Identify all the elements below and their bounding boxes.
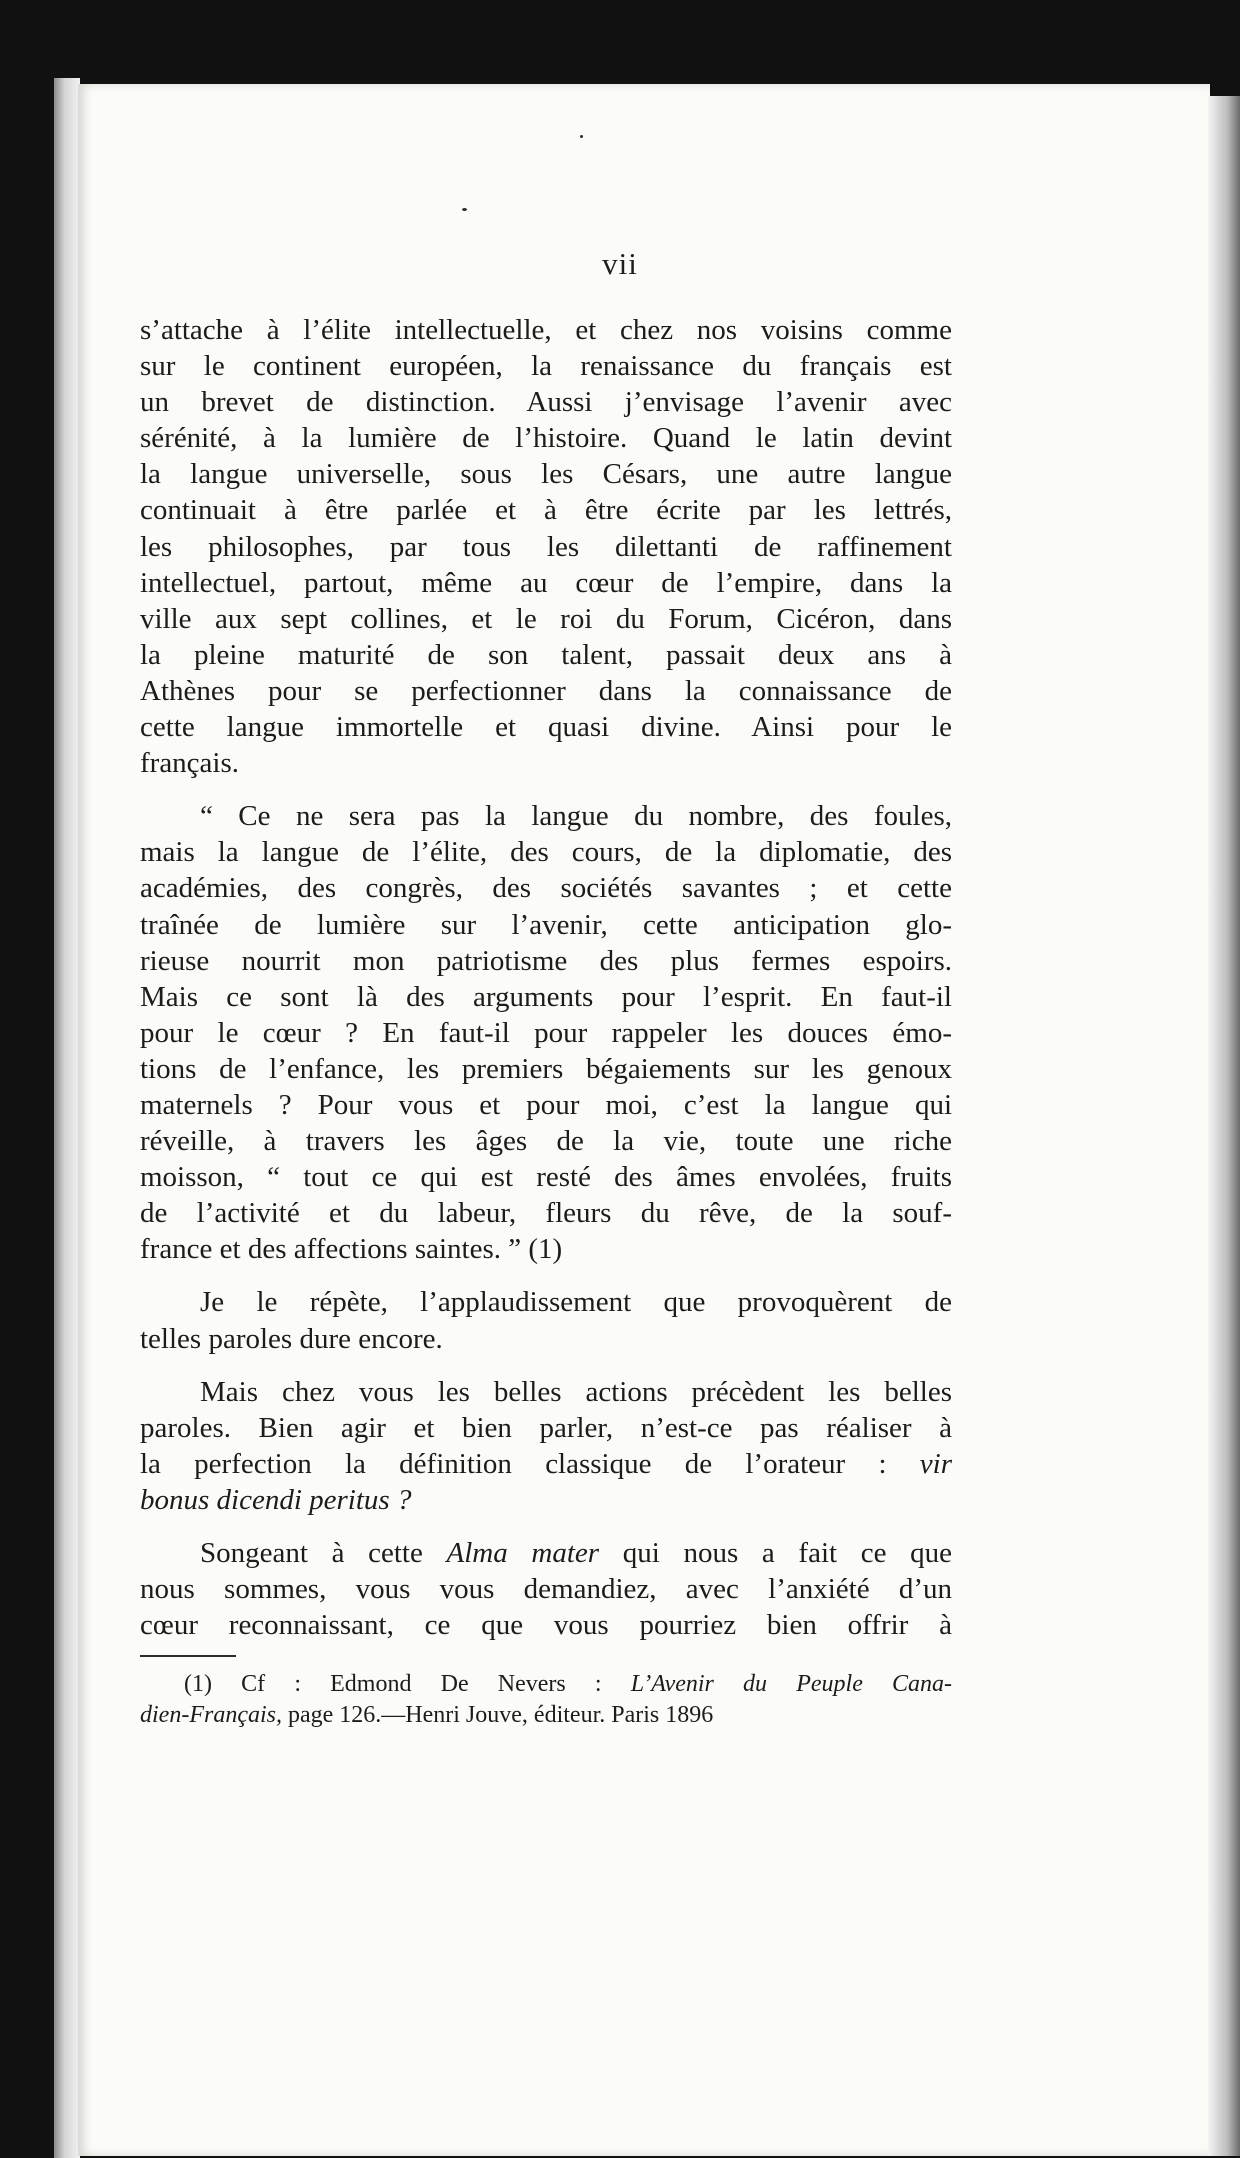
text-line: la langue universelle, sous les Césars, une autre langue bbox=[140, 458, 952, 491]
text-span: Songeant à cette bbox=[200, 1537, 447, 1569]
text-line: “ Ce ne sera pas la langue du nombre, des foules, bbox=[200, 800, 952, 833]
text-line: s’attache à l’élite intellectuelle, et chez nos voisins comme bbox=[140, 314, 952, 346]
text-line: Mais chez vous les belles actions précèdent les belles bbox=[200, 1375, 952, 1408]
paragraph-1 bbox=[140, 312, 952, 781]
text-line: sur le continent européen, la renaissance du français est bbox=[140, 350, 952, 383]
italic-text: vir bbox=[919, 1447, 953, 1480]
text-line: paroles. Bien agir et bien parler, n’est-ce pas réaliser à bbox=[140, 1411, 952, 1444]
text-line: académies, des congrès, des sociétés savantes ; et cette bbox=[140, 872, 952, 905]
text-line: mais la langue de l’élite, des cours, de la diplomatie, des bbox=[140, 836, 952, 869]
text-line: traînée de lumière sur l’avenir, cette anticipation glo- bbox=[140, 908, 952, 941]
paragraph-2 bbox=[140, 798, 952, 1267]
text-line: français. bbox=[140, 747, 240, 780]
italic-text: dien-Français, bbox=[140, 1702, 282, 1729]
text-span: (1) Cf : Edmond De Nevers : bbox=[184, 1671, 602, 1698]
body-text bbox=[140, 312, 952, 1731]
text-line: réveille, à travers les âges de la vie, toute une riche bbox=[140, 1125, 952, 1158]
paragraph-4 bbox=[140, 1374, 952, 1518]
text-line: un brevet de distinction. Aussi j’envisage l’avenir avec bbox=[140, 386, 952, 419]
ink-speck bbox=[580, 135, 583, 138]
text-line: tions de l’enfance, les premiers bégaiements sur les genoux bbox=[140, 1052, 952, 1085]
text-line: intellectuel, partout, même au cœur de l’empire, dans la bbox=[140, 566, 952, 599]
text-line: moisson, “ tout ce qui est resté des âmes envolées, fruits bbox=[140, 1161, 952, 1194]
text-line: Je le répète, l’applaudissement que provoquèrent de bbox=[200, 1286, 952, 1319]
italic-text: Alma mater bbox=[446, 1537, 600, 1569]
footnote-rule bbox=[140, 1655, 236, 1657]
text-line: continuait à être parlée et à être écrite par les lettrés, bbox=[140, 494, 952, 527]
text-line bbox=[140, 1535, 952, 1571]
text-line: france et des affections saintes. ” (1) bbox=[140, 1233, 563, 1266]
text-line bbox=[140, 1482, 952, 1518]
text-line: maternels ? Pour vous et pour moi, c’est la langue qui bbox=[140, 1088, 952, 1121]
page-edge-right bbox=[1208, 96, 1240, 2156]
text-line bbox=[140, 1446, 952, 1482]
text-line: telles paroles dure encore. bbox=[140, 1322, 443, 1355]
text-span: page 126.—Henri Jouve, éditeur. Paris 1896 bbox=[281, 1702, 714, 1729]
text-line: pour le cœur ? En faut-il pour rappeler les douces émo- bbox=[140, 1016, 952, 1049]
text-span: la perfection la définition classique de l’orateur : bbox=[140, 1447, 887, 1480]
page-number: vii bbox=[602, 246, 638, 281]
footnote-line bbox=[140, 1700, 952, 1731]
text-line: Athènes pour se perfectionner dans la connaissance de bbox=[140, 674, 952, 707]
text-line: rieuse nourrit mon patriotisme des plus fermes espoirs. bbox=[140, 944, 952, 977]
paragraph-3 bbox=[140, 1284, 952, 1356]
footnote bbox=[140, 1669, 952, 1731]
text-span: qui nous a fait ce que bbox=[599, 1537, 953, 1569]
text-line: cette langue immortelle et quasi divine. Ainsi pour le bbox=[140, 711, 952, 744]
page-edge-left bbox=[54, 78, 80, 2158]
ink-speck bbox=[462, 208, 467, 211]
text-line: cœur reconnaissant, ce que vous pourriez bien offrir à bbox=[140, 1609, 952, 1642]
text-line: de l’activité et du labeur, fleurs du rêve, de la souf- bbox=[140, 1197, 952, 1230]
paragraph-5 bbox=[140, 1535, 952, 1643]
text-line: ville aux sept collines, et le roi du Forum, Cicéron, dans bbox=[140, 602, 952, 635]
text-line: la pleine maturité de son talent, passait deux ans à bbox=[140, 638, 952, 671]
text-line: sérénité, à la lumière de l’histoire. Quand le latin devint bbox=[140, 422, 952, 455]
text-line: nous sommes, vous vous demandiez, avec l’anxiété d’un bbox=[140, 1573, 952, 1606]
footnote-line bbox=[140, 1669, 952, 1700]
text-line: les philosophes, par tous les dilettanti de raffinement bbox=[140, 530, 952, 563]
italic-text: bonus dicendi peritus ? bbox=[140, 1483, 412, 1516]
text-line: Mais ce sont là des arguments pour l’esprit. En faut-il bbox=[140, 980, 952, 1013]
italic-text: L’Avenir du Peuple Cana- bbox=[630, 1671, 953, 1698]
